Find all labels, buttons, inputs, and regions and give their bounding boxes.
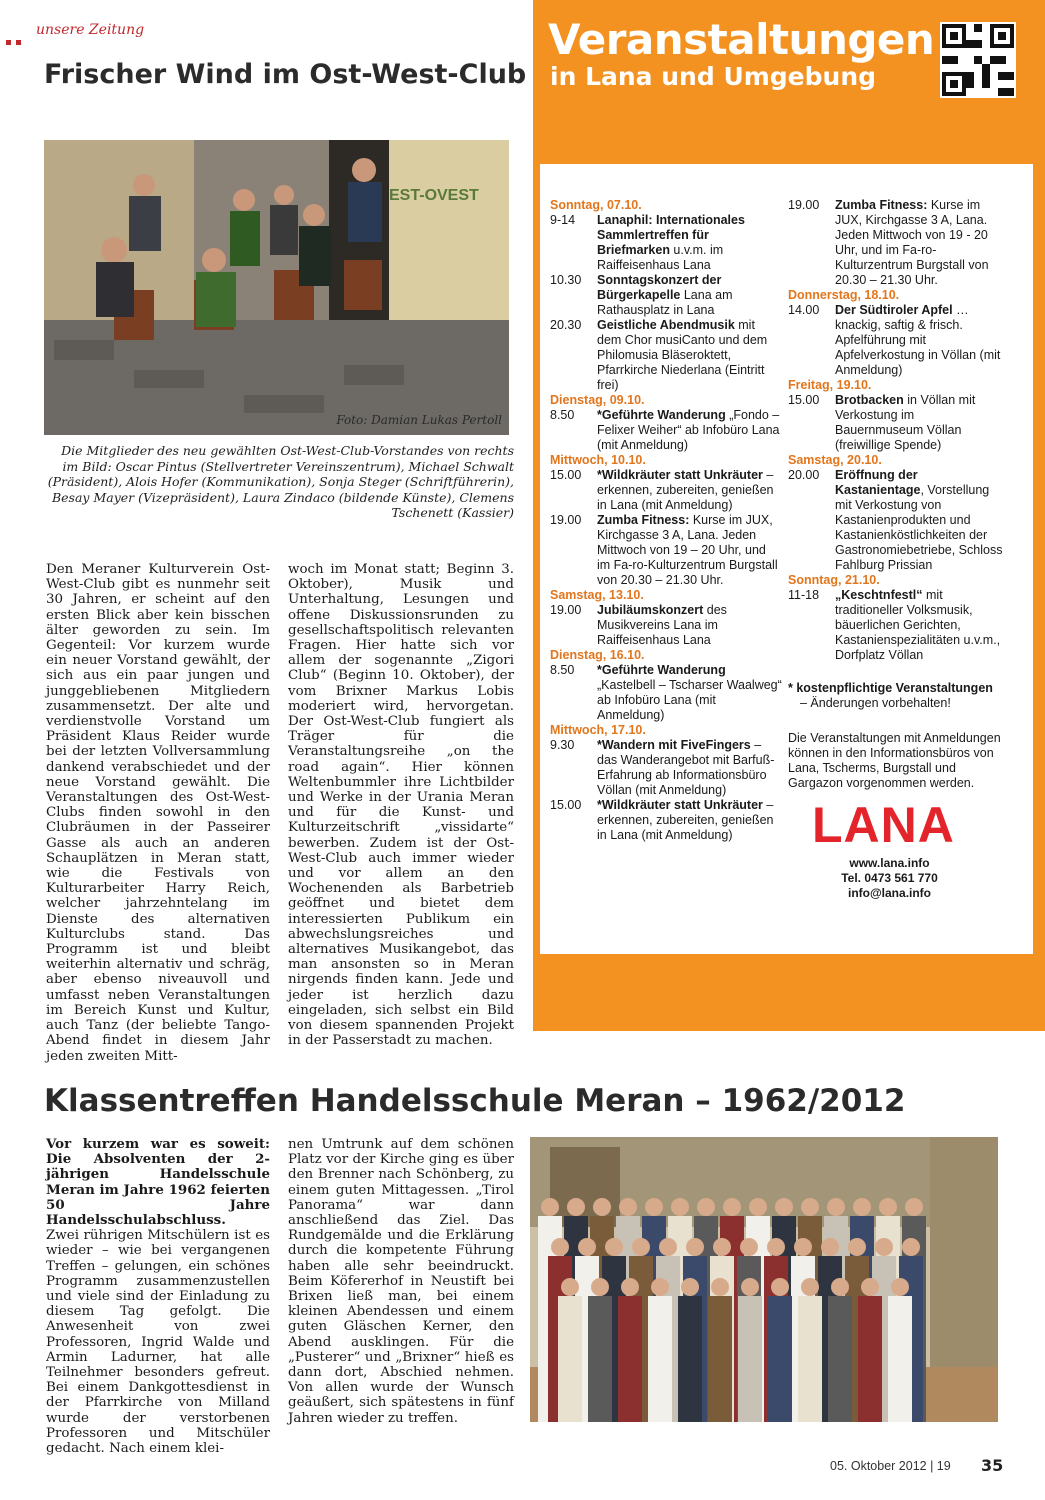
issue-info: 05. Oktober 2012 | 19 <box>830 1459 951 1473</box>
event-description <box>597 273 782 318</box>
event-time: 11-18 <box>788 588 820 602</box>
event-description <box>835 198 1003 288</box>
event-details: Lana am Rathausplatz in Lana <box>597 288 733 317</box>
event-time: 8.50 <box>550 663 575 677</box>
event-title: Eröffnung der Kastanientage <box>835 468 921 497</box>
event-item <box>550 273 782 318</box>
event-time: 20.00 <box>788 468 820 482</box>
event-item <box>788 198 1003 288</box>
brand-logo: unsere Zeitung <box>36 22 145 38</box>
event-details: – erkennen, zubereiten, genießen in Lana (mit Anmeldung) <box>597 798 774 842</box>
page-number: 35 <box>981 1456 1004 1475</box>
class-reunion-photo <box>530 1137 998 1422</box>
event-item <box>550 408 782 453</box>
event-title: *Wildkräuter statt Unkräuter <box>597 468 763 482</box>
event-title: *Wandern mit FiveFingers <box>597 738 751 752</box>
event-details: in Völlan mit Verkostung im Bauernmuseum Völlan (freiwillige Spende) <box>835 393 976 452</box>
event-title: Zumba Fitness: <box>597 513 690 527</box>
article2-column-2: nen Umtrunk auf dem schönen Platz vor der Kirche ging es über den Brenner nach Schönberg, zu einem guten Mittagessen. „Tirol Panorama“ war dann anschließend das Ziel. Das Rundgemälde und die Erklärung durch die kompetente Führung haben alle sehr beeindruckt. Beim Köfererhof in Neustift bei Brixen ließ man, bei einem kleinen Abendessen und einem guten Gläschen Kerner, den Abend ausklingen. Für die „Pusterer“ und „Brixner“ hieß es dann dort, Abschied nehmen. Von allen wurde der Wunsch geäußert, sich spätestens in fünf Jahren wieder zu treffen. <box>288 1137 514 1426</box>
event-details: „Fondo – Felixer Weiher“ ab Infobüro Lana (mit Anmeldung) <box>597 408 780 452</box>
event-title: Sonntagskonzert der Bürgerkapelle <box>597 273 722 302</box>
event-title: *Wildkräuter statt Unkräuter <box>597 798 763 812</box>
contact-tel: Tel. 0473 561 770 <box>841 871 938 885</box>
events-listing <box>540 164 1033 954</box>
event-details: Kurse im JUX, Kirchgasse 3 A, Lana. Jeden Mittwoch von 19 - 20 Uhr, und im Fa-ro-Kulturzentrum Burgstall von 20.30 – 21.30 Uhr. <box>835 198 989 287</box>
event-details: , Vorstellung mit Verkostung von Kastanienprodukten und Kastanienköstlichkeiten der Gastronomiebetriebe, Schloss Fahlburg Prissian <box>835 483 1003 572</box>
events-column-right <box>788 198 1003 791</box>
event-description <box>835 468 1003 573</box>
event-title: Brotbacken <box>835 393 904 407</box>
event-item <box>550 513 782 588</box>
article2-text-1: Zwei rührigen Mitschülern ist es wieder – wie bei vergangenen Treffen – gelungen, ein schönes Programm zusammenzustellen und viele sind der Einladung zu diesem Tag gefolgt. Die Anwesenheit von zwei Professoren, Ingrid Walde und Armin Ladurner, hat alle Teilnehmer besonders gefreut. Bei einem Dankgottesdienst in der Pfarrkirche von Milland wurde der verstorbenen Professoren und Mitschüler gedacht. Nach einem klei- <box>46 1228 270 1457</box>
event-day-heading: Mittwoch, 17.10. <box>550 723 646 737</box>
event-details: u.v.m. im Raiffeisenhaus Lana <box>597 243 724 272</box>
event-details: „Kastelbell – Tscharser Waalweg“ ab Infobüro Lana (mit Anmeldung) <box>597 678 782 722</box>
event-description <box>597 798 782 843</box>
event-title: „Keschtnfestl“ <box>835 588 923 602</box>
event-details: des Musikvereins Lana im Raiffeisenhaus Lana <box>597 603 727 647</box>
contact-email[interactable]: info@lana.info <box>847 886 932 900</box>
article1-column-2: woch im Monat statt; Beginn 3. Oktober), Musik und Unterhaltung, Lesungen und offene Diskussionsrunden zu gesellschaftspolitisch relevanten Fragen. Hier hatte sich vor allem der sogenannte „Zigori Club“ (Beginn 10. Oktober), der vom Brixner Markus Lobis moderiert wird, hervorgetan. Der Ost-West-Club fungiert als Träger für die Veranstaltungsreihe „on the road again“. Hier können Weltenbummler ihre Lichtbilder und Werke in der Urania Meran und für die Kunst- und Kulturzeitschrift „vissidarte“ bewerben. Zudem ist der Ost-West-Club auch immer wieder und vor allem an den Wochenenden als Barbetrieb geöffnet und bietet dem interessierten Publikum ein abwechslungsreiches und alternatives Musikangebot, das man ansonsten so in Meran nirgends finden kann. Jede und jeder ist herzlich dazu eingeladen, sich selbst ein Bild von diesem spannenden Projekt in der Passerstadt zu machen. <box>288 562 514 1049</box>
event-description <box>597 468 782 513</box>
legend-changes: – Änderungen vorbehalten! <box>800 696 951 710</box>
event-details: mit traditioneller Volksmusik, bäuerlichen Gerichten, Kastanienspezialitäten u.v.m., Dorfplatz Völlan <box>835 588 1001 662</box>
event-description <box>597 408 782 453</box>
event-time: 10.30 <box>550 273 582 287</box>
events-subtitle: in Lana und Umgebung <box>550 62 877 91</box>
event-time: 19.00 <box>550 513 582 527</box>
event-item <box>550 738 782 798</box>
article1-title: Frischer Wind im Ost-West-Club <box>44 59 527 90</box>
event-item <box>550 468 782 513</box>
legend-note <box>788 681 1003 711</box>
event-day-heading: Samstag, 13.10. <box>550 588 644 602</box>
event-day-heading: Sonntag, 21.10. <box>788 573 880 587</box>
club-photo <box>44 140 509 435</box>
event-title: Jubiläumskonzert <box>597 603 704 617</box>
event-item <box>788 303 1003 378</box>
event-day-heading: Dienstag, 09.10. <box>550 393 645 407</box>
event-item <box>550 318 782 393</box>
event-day-heading: Donnerstag, 18.10. <box>788 288 900 302</box>
lana-contact <box>812 856 967 901</box>
event-description <box>835 588 1003 663</box>
photo-caption: Die Mitglieder des neu gewählten Ost-West-Club-Vorstandes von rechts im Bild: Oscar Pintus (Stellvertreter Vereinszentrum), Michael Schwalt (Präsident), Alois Hofer (Kommunikation), Sonja Steger (Schriftführerin), Besay Mayer (Vizepräsident), Laura Zindaco (bildende Künste), Clemens Tschenett (Kassier) <box>47 443 514 520</box>
event-time: 15.00 <box>550 468 582 482</box>
events-column-left <box>550 198 782 843</box>
event-description <box>835 393 1003 453</box>
event-item <box>788 588 1003 663</box>
event-description <box>597 213 782 273</box>
event-item <box>788 468 1003 573</box>
event-title: *Geführte Wanderung <box>597 408 726 422</box>
qr-code-icon[interactable] <box>940 22 1016 98</box>
article2-title: Klassentreffen Handelsschule Meran – 1962/2012 <box>44 1083 906 1119</box>
event-time: 9.30 <box>550 738 575 752</box>
event-item <box>550 798 782 843</box>
event-details: Kurse im JUX, Kirchgasse 3 A, Lana. Jeden Mittwoch von 19 – 20 Uhr, und im Fa-ro-Kulturzentrum Burgstall von 20.30 – 21.30 Uhr. <box>597 513 778 587</box>
event-day-heading: Freitag, 19.10. <box>788 378 872 392</box>
event-day-heading: Mittwoch, 10.10. <box>550 453 646 467</box>
event-time: 15.00 <box>550 798 582 812</box>
event-description <box>835 303 1003 378</box>
event-details: – das Wanderangebot mit Barfuß-Erfahrung ab Informationsbüro Völlan (mit Anmeldung) <box>597 738 775 797</box>
article2-column-1 <box>46 1137 270 1456</box>
article2-lead: Vor kurzem war es soweit: Die Absolventen der 2-jährigen Handelsschule Meran im Jahre 1962 feierten 50 Jahre Handelsschulabschluss. <box>46 1136 270 1229</box>
event-description <box>597 603 782 648</box>
legend-star: * kostenpflichtige Veranstaltungen <box>788 681 993 695</box>
event-description <box>597 738 782 798</box>
event-day-heading: Sonntag, 07.10. <box>550 198 642 212</box>
event-title: Zumba Fitness: <box>835 198 928 212</box>
event-time: 9-14 <box>550 213 576 227</box>
event-item <box>788 393 1003 453</box>
photo-credit: Foto: Damian Lukas Pertoll <box>336 413 502 427</box>
svg-text:EST-OVEST: EST-OVEST <box>389 187 479 204</box>
event-time: 15.00 <box>788 393 820 407</box>
event-title: Der Südtiroler Apfel <box>835 303 953 317</box>
event-time: 19.00 <box>788 198 820 212</box>
event-item <box>550 663 782 723</box>
lana-logo: LANA <box>812 797 955 853</box>
event-description <box>597 663 782 723</box>
event-item <box>550 603 782 648</box>
event-description <box>597 513 782 588</box>
event-title: Geistliche Abendmusik <box>597 318 735 332</box>
event-description <box>597 318 782 393</box>
event-details: mit dem Chor musiCanto und dem Philomusia Bläseroktett, Pfarrkirche Niederlana (Eintritt frei) <box>597 318 768 392</box>
event-time: 20.30 <box>550 318 582 332</box>
event-title: *Geführte Wanderung <box>597 663 726 677</box>
events-title: Veranstaltungen <box>548 15 935 64</box>
article1-column-1: Den Meraner Kulturverein Ost-West-Club gibt es nunmehr seit 30 Jahren, er scheint auf den ersten Blick aber kein bisschen älter geworden zu sein. Im Gegenteil: Vor kurzem wurde ein neuer Vorstand gewählt, der sich aus ein paar jungen und junggebliebenen Mitgliedern zusammensetzt. Der alte und verdienstvolle Vorstand um Präsident Klaus Reider wurde bei der letzten Vollversammlung dankend verabschiedet und der neue Vorstand gewählt. Die Veranstaltungen des Ost-West-Clubs finden sowohl in den Clubräumen in der Passeirer Gasse als auch an anderen Schauplätzen in Meran statt, wie die Festivals von Kulturarbeiter Harry Reich, welcher jahrzehntelang im Dienste des alternativen Kulturclubs stand. Das Programm ist und bleibt weiterhin alternativ und schräg, aber ebenso niveauvoll und umfasst neben Veranstaltungen im Bereich Kunst und Kultur, auch Tanz (der beliebte Tango-Abend findet in diesem Jahr jeden zweiten Mitt- <box>46 562 270 1064</box>
event-details: – erkennen, zubereiten, genießen in Lana (mit Anmeldung) <box>597 468 774 512</box>
event-time: 14.00 <box>788 303 820 317</box>
event-title: Lanaphil: Internationales Sammlertreffen für Briefmarken <box>597 213 745 257</box>
event-item <box>550 213 782 273</box>
event-details: … knackig, saftig & frisch. Apfelführung mit Apfelverkostung in Völlan (mit Anmeldung) <box>835 303 1001 377</box>
event-time: 8.50 <box>550 408 575 422</box>
contact-web[interactable]: www.lana.info <box>849 856 930 870</box>
event-time: 19.00 <box>550 603 582 617</box>
event-day-heading: Samstag, 20.10. <box>788 453 882 467</box>
registration-note: Die Veranstaltungen mit Anmeldungen können in den Informationsbüros von Lana, Tscherms, Burgstall und Gargazon vorgenommen werden. <box>788 731 1001 790</box>
brand-marker <box>6 30 26 49</box>
event-day-heading: Dienstag, 16.10. <box>550 648 645 662</box>
